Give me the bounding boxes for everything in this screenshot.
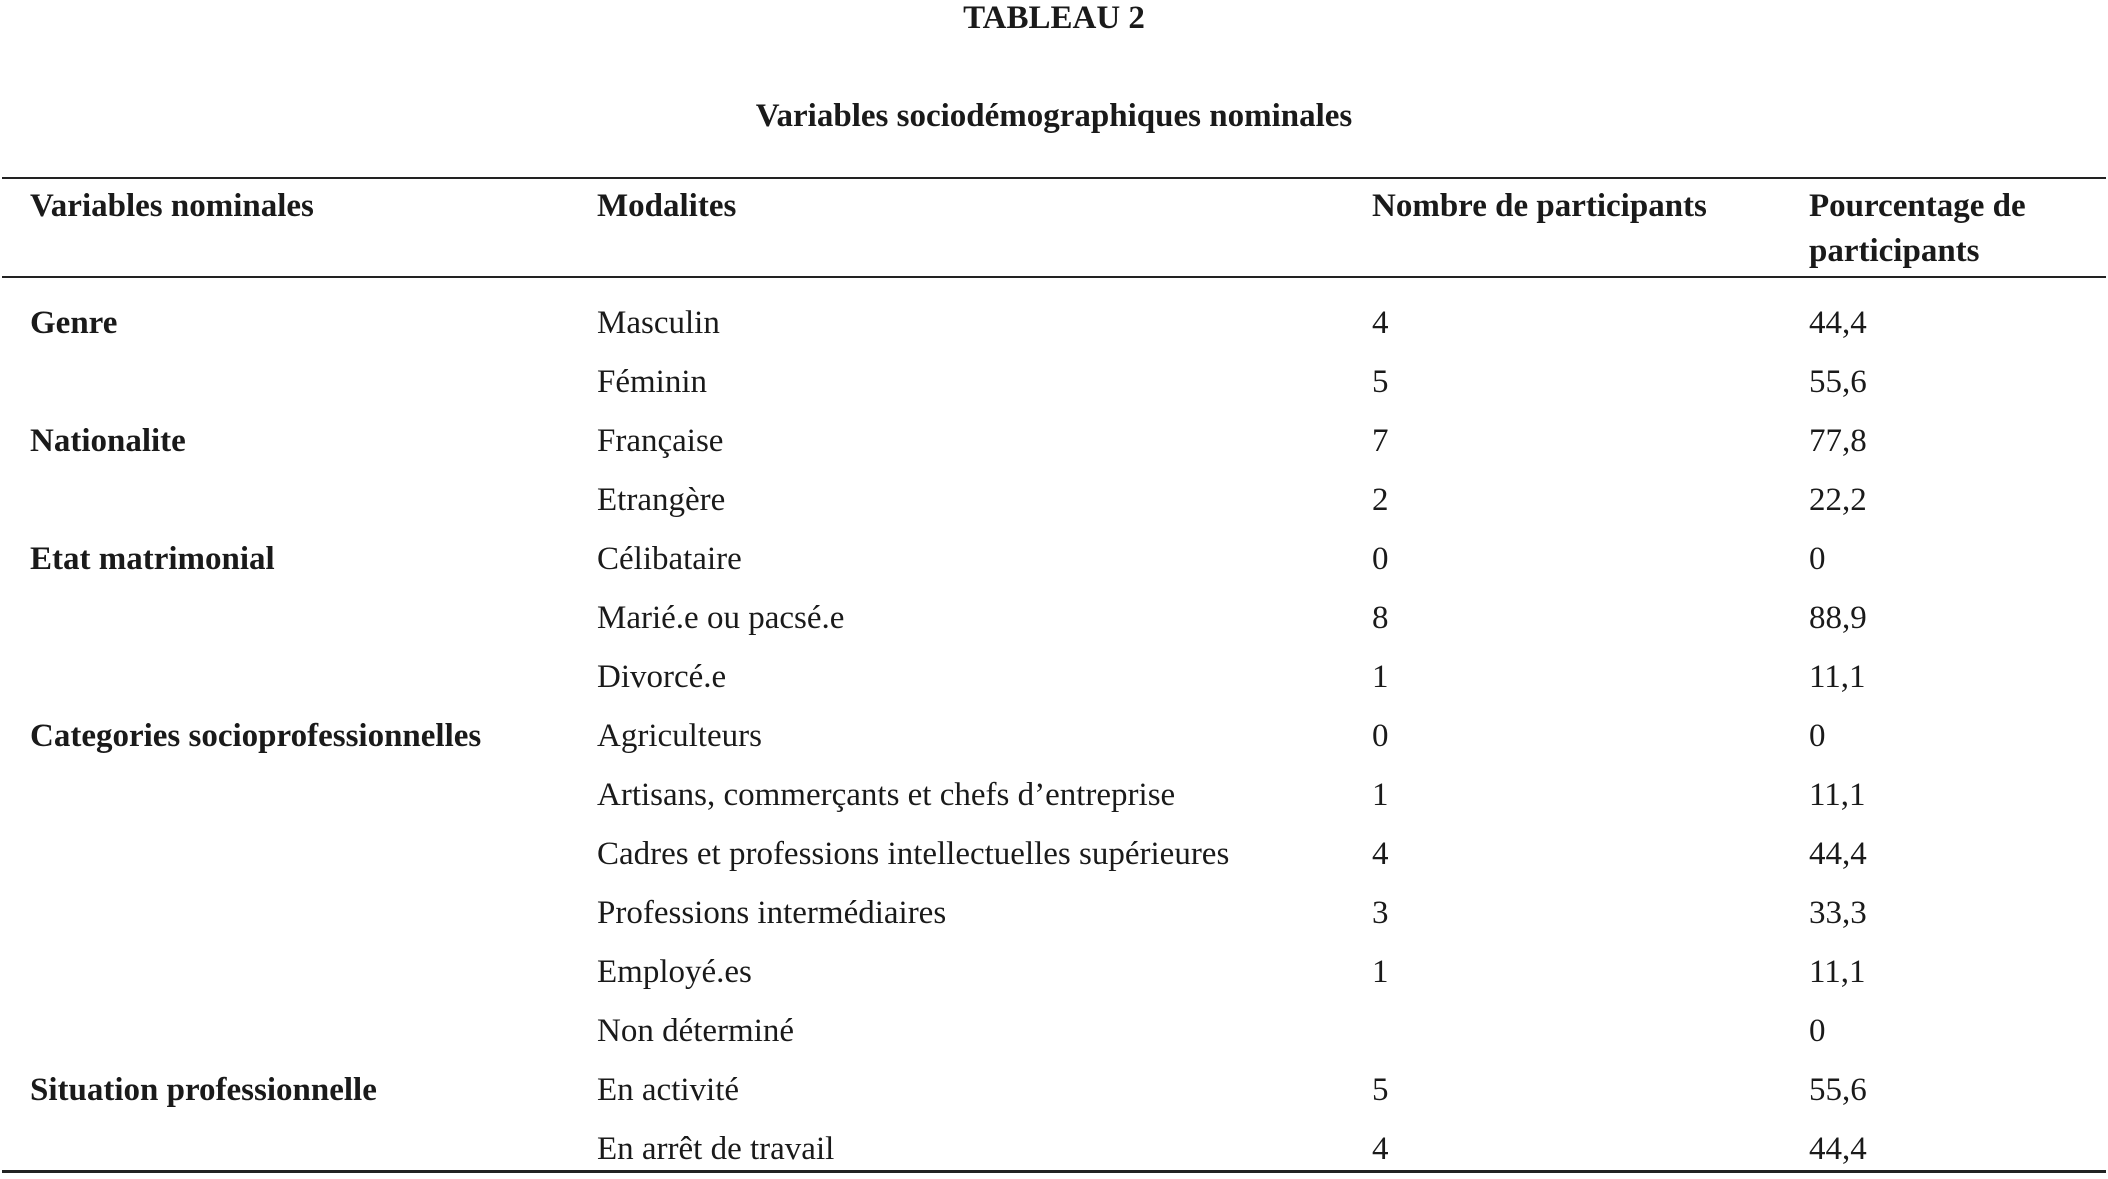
cell-modalite: Marié.e ou pacsé.e xyxy=(597,600,845,636)
table-row xyxy=(0,766,2108,825)
cell-pourcentage: 33,3 xyxy=(1809,895,1867,931)
cell-modalite: Non déterminé xyxy=(597,1013,795,1049)
cell-nombre: 4 xyxy=(1372,836,1389,872)
cell-nombre: 0 xyxy=(1372,541,1389,577)
cell-nombre: 3 xyxy=(1372,895,1389,931)
cell-pourcentage: 11,1 xyxy=(1809,659,1866,695)
table-row xyxy=(0,943,2108,1002)
cell-modalite: Féminin xyxy=(597,364,708,400)
table-title: Variables sociodémographiques nominales xyxy=(755,98,1353,134)
cell-variable: Genre xyxy=(30,305,118,341)
cell-nombre: 4 xyxy=(1372,1131,1389,1167)
cell-pourcentage: 0 xyxy=(1809,1013,1826,1049)
cell-nombre: 1 xyxy=(1372,659,1389,695)
header-pourcentage-participants: Pourcentage de participants xyxy=(1809,188,2026,269)
cell-pourcentage: 11,1 xyxy=(1809,777,1866,813)
cell-variable: Etat matrimonial xyxy=(30,541,275,577)
cell-modalite: Professions intermédiaires xyxy=(597,895,947,931)
cell-pourcentage: 0 xyxy=(1809,718,1826,754)
cell-nombre: 8 xyxy=(1372,600,1389,636)
cell-modalite: Française xyxy=(597,423,724,459)
table-bottom-rule xyxy=(2,1170,2106,1173)
cell-modalite: Artisans, commerçants et chefs d’entreprise xyxy=(597,777,1176,813)
cell-modalite: Célibataire xyxy=(597,541,742,577)
cell-modalite: En arrêt de travail xyxy=(597,1131,835,1167)
cell-variable: Nationalite xyxy=(30,423,186,459)
table-row xyxy=(0,530,2108,589)
cell-nombre: 1 xyxy=(1372,777,1389,813)
cell-pourcentage: 0 xyxy=(1809,541,1826,577)
cell-modalite: En activité xyxy=(597,1072,740,1108)
cell-pourcentage: 55,6 xyxy=(1809,364,1867,400)
cell-variable: Categories socioprofessionnelles xyxy=(30,718,482,754)
cell-modalite: Masculin xyxy=(597,305,720,341)
table-row xyxy=(0,471,2108,530)
table-row xyxy=(0,353,2108,412)
cell-modalite: Cadres et professions intellectuelles supérieures xyxy=(597,836,1230,872)
cell-modalite: Employé.es xyxy=(597,954,752,990)
table-row xyxy=(0,884,2108,943)
cell-nombre: 4 xyxy=(1372,305,1389,341)
cell-pourcentage: 44,4 xyxy=(1809,305,1867,341)
header-variables-nominales: Variables nominales xyxy=(30,188,314,224)
header-modalites: Modalites xyxy=(597,188,737,224)
table-top-rule xyxy=(2,177,2106,179)
cell-nombre: 2 xyxy=(1372,482,1389,518)
cell-modalite: Divorcé.e xyxy=(597,659,727,695)
table-body xyxy=(0,294,2108,1179)
cell-pourcentage: 88,9 xyxy=(1809,600,1867,636)
cell-nombre: 5 xyxy=(1372,1072,1389,1108)
cell-nombre: 1 xyxy=(1372,954,1389,990)
cell-modalite: Agriculteurs xyxy=(597,718,762,754)
table-row xyxy=(0,1002,2108,1061)
cell-nombre: 7 xyxy=(1372,423,1389,459)
table-number: TABLEAU 2 xyxy=(963,0,1145,36)
cell-pourcentage: 11,1 xyxy=(1809,954,1866,990)
cell-pourcentage: 44,4 xyxy=(1809,836,1867,872)
table-row xyxy=(0,412,2108,471)
cell-pourcentage: 77,8 xyxy=(1809,423,1867,459)
table-row xyxy=(0,294,2108,353)
table-row xyxy=(0,825,2108,884)
table-row xyxy=(0,1061,2108,1120)
cell-variable: Situation professionnelle xyxy=(30,1072,377,1108)
cell-nombre: 0 xyxy=(1372,718,1389,754)
header-nombre-participants: Nombre de participants xyxy=(1372,188,1707,224)
cell-pourcentage: 55,6 xyxy=(1809,1072,1867,1108)
cell-pourcentage: 22,2 xyxy=(1809,482,1867,518)
cell-pourcentage: 44,4 xyxy=(1809,1131,1867,1167)
table-row xyxy=(0,707,2108,766)
table-row xyxy=(0,589,2108,648)
header-bottom-rule xyxy=(2,276,2106,278)
cell-modalite: Etrangère xyxy=(597,482,726,518)
table-row xyxy=(0,648,2108,707)
cell-nombre: 5 xyxy=(1372,364,1389,400)
